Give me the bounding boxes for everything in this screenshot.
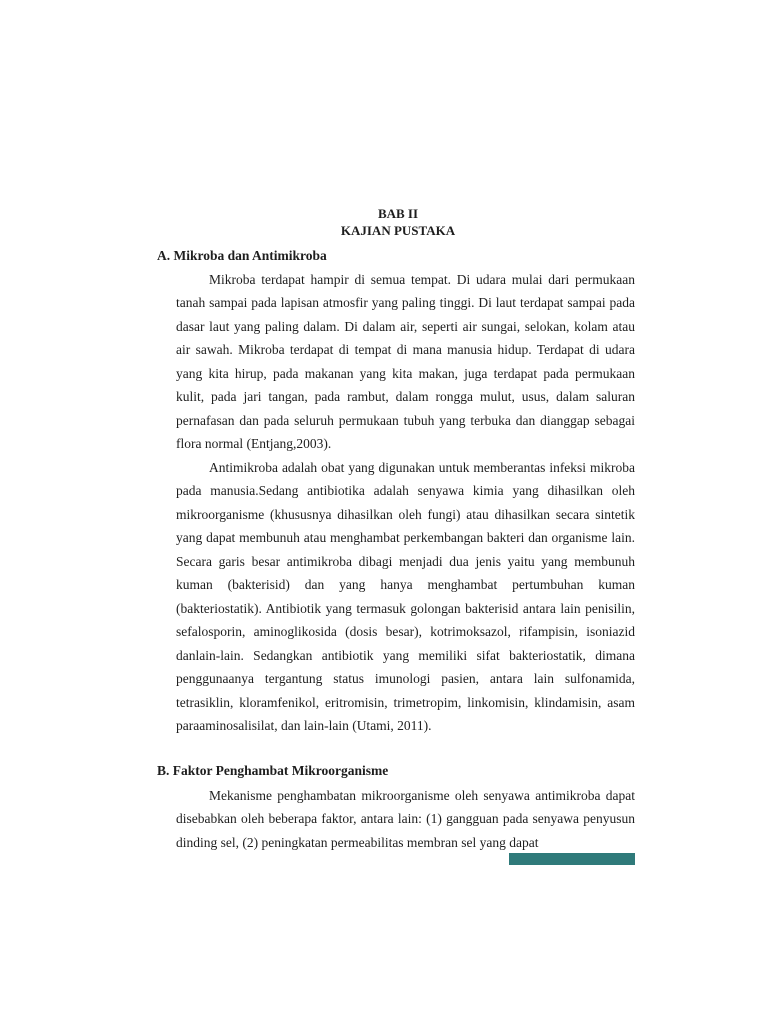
section-a-heading: A. Mikroba dan Antimikroba bbox=[157, 248, 327, 263]
section-a-paragraph-1: Mikroba terdapat hampir di semua tempat. Di udara mulai dari permukaan tanah sampai pada lapisan atmosfir yang paling tinggi. Di laut terdapat sampai pada dasar laut yang paling dalam. Di dalam air, seperti air sungai, selokan, kolam atau air sawah. Mikroba terdapat di tempat di mana manusia hidup. Terdapat di udara yang kita hirup, pada makanan yang kita makan, juga terdapat pada permukaan kulit, pada jari tangan, pada rambut, dalam rongga mulut, usus, dalam saluran pernafasan dan pada seluruh permukaan tubuh yang terbuka dan dianggap sebagai flora normal (Entjang,2003). bbox=[176, 272, 635, 452]
chapter-title: KAJIAN PUSTAKA bbox=[340, 223, 456, 238]
section-b-paragraph-1: Mekanisme penghambatan mikroorganisme oleh senyawa antimikroba dapat disebabkan oleh beberapa faktor, antara lain: (1) gangguan pada senyawa penyusun dinding sel, (2) peningkatan permeabilitas membran sel yang dapat bbox=[176, 788, 635, 850]
page-corner-tab bbox=[509, 853, 635, 865]
chapter-number: BAB II bbox=[377, 206, 419, 221]
section-b-heading: B. Faktor Penghambat Mikroorganisme bbox=[157, 763, 389, 778]
section-a-paragraph-2: Antimikroba adalah obat yang digunakan untuk memberantas infeksi mikroba pada manusia.Sedang antibiotika adalah senyawa kimia yang dihasilkan oleh mikroorganisme (khususnya dihasilkan oleh fungi) atau dihasilkan secara sintetik yang dapat membunuh atau menghambat perkembangan bakteri dan organisme lain. Secara garis besar antimikroba dibagi menjadi dua jenis yaitu yang membunuh kuman (bakterisid) dan yang hanya menghambat pertumbuhan kuman (bakteriostatik). Antibiotik yang termasuk golongan bakterisid antara lain penisilin, sefalosporin, aminoglikosida (dosis besar), kotrimoksazol, rifampisin, isoniazid danlain-lain. Sedangkan antibiotik yang memiliki sifat bakteriostatik, dimana penggunaanya tergantung status imunologi pasien, antara lain sulfonamida, tetrasiklin, kloramfenikol, eritromisin, trimetropim, linkomisin, klindamisin, asam paraaminosalisilat, dan lain-lain (Utami, 2011). bbox=[176, 460, 635, 733]
